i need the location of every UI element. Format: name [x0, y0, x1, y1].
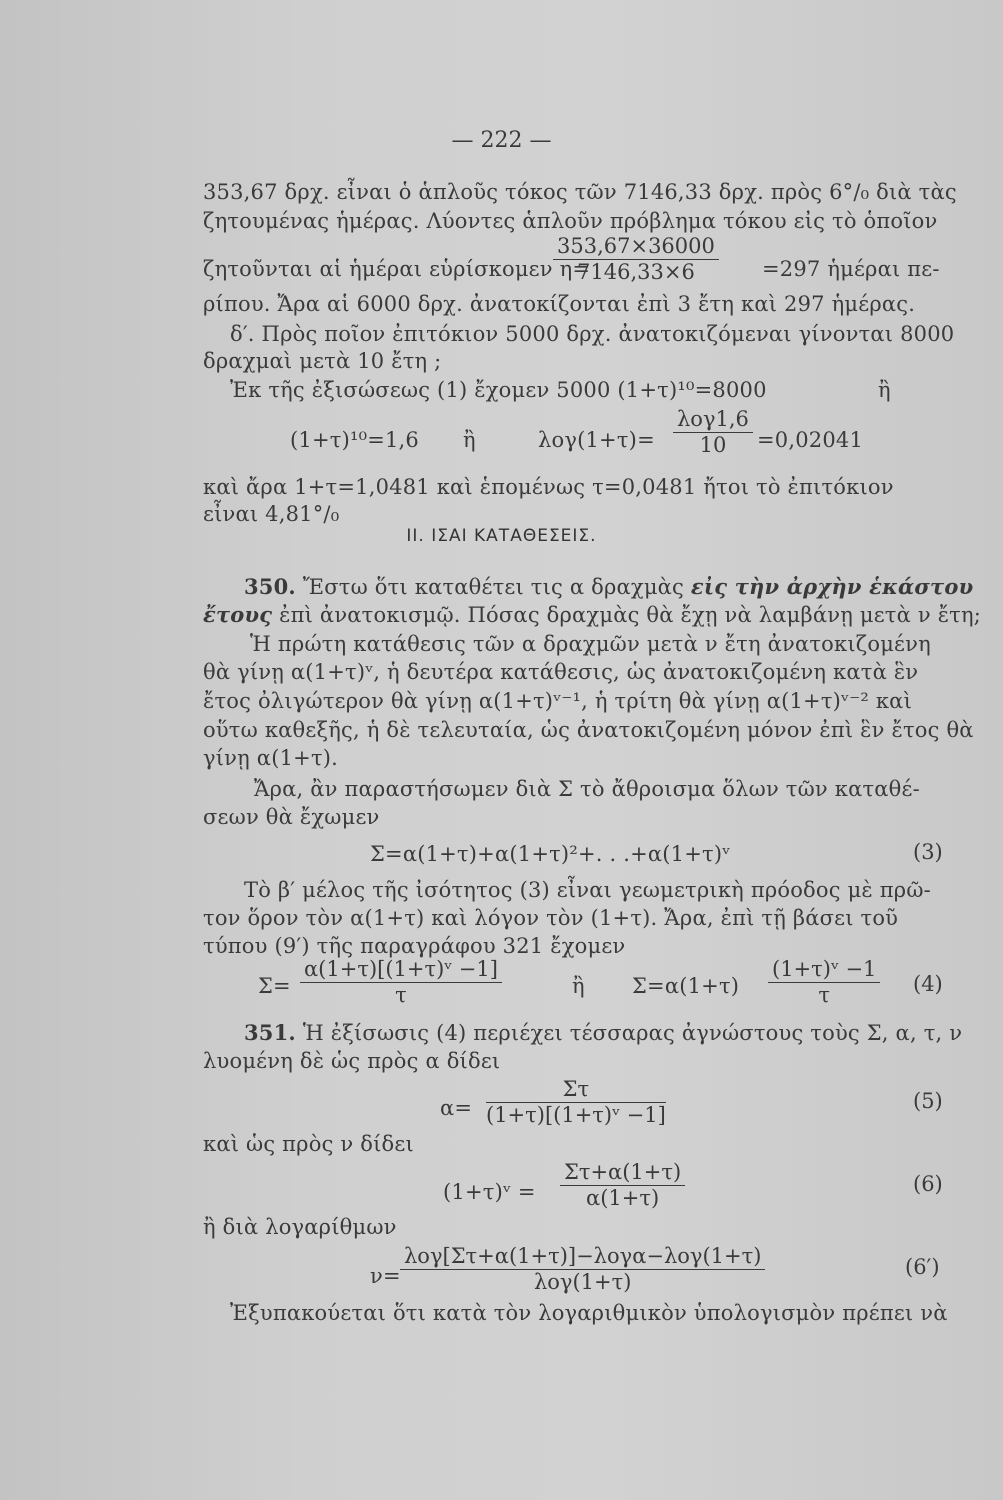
fraction-days: [553, 234, 719, 284]
paragraph-350-line: [203, 601, 981, 629]
fraction-denominator: τ: [395, 983, 407, 1007]
fraction-numerator: 353,67×36000: [553, 234, 719, 260]
text-line: Τὸ β′ μέλος τῆς ἰσότητος (3) εἶναι γεωμετρικὴ πρόοδος μὲ πρῶ-: [244, 878, 931, 902]
equation: λογ(1+τ)=: [538, 428, 655, 452]
fraction-numerator: Στ+α(1+τ): [560, 1160, 685, 1186]
text-line: καὶ ἄρα 1+τ=1,0481 καὶ ἑπομένως τ=0,0481 ἤτοι τὸ ἐπιτόκιον: [203, 475, 894, 499]
text-or: ἢ: [878, 378, 891, 402]
text-line: ἢ διὰ λογαρίθμων: [203, 1215, 397, 1239]
text-line: δ′. Πρὸς ποῖον ἐπιτόκιον 5000 δρχ. ἀνατοκιζόμεναι γίνονται 8000: [230, 322, 955, 346]
equation-number: (3): [913, 840, 943, 864]
section-heading: ΙΙ. ΙΣΑΙ ΚΑΤΑΘΕΣΕΙΣ.: [406, 526, 597, 546]
text-line: δραχμαὶ μετὰ 10 ἔτη ;: [203, 349, 442, 373]
fraction-denominator: (1+τ)[(1+τ)ᵛ −1]: [486, 1103, 666, 1127]
text-line: ζητοῦνται αἱ ἡμέραι εὑρίσκομεν η=: [203, 257, 591, 281]
fraction-eq6p: [400, 1244, 765, 1294]
fraction-eq5: [486, 1077, 666, 1127]
fraction-numerator: α(1+τ)[(1+τ)ᵛ −1]: [300, 957, 502, 983]
text-line: =297 ἡμέραι πε-: [762, 257, 940, 281]
paragraph-350-line: [244, 573, 973, 601]
equation-number: (6): [913, 1172, 943, 1196]
fraction-numerator: λογ1,6: [673, 407, 753, 433]
equation-6p-lhs: ν=: [370, 1264, 401, 1288]
text-line: Ἐκ τῆς ἐξισώσεως (1) ἔχομεν 5000 (1+τ)¹⁰=8000: [230, 378, 767, 402]
text-line: Ἄρα, ἂν παραστήσωμεν διὰ Σ τὸ ἄθροισμα ὅλων τῶν καταθέ-: [254, 777, 920, 801]
text-line: Ἡ πρώτη κατάθεσις τῶν α δραχμῶν μετὰ ν ἔτη ἀνατοκιζομένη: [250, 632, 931, 656]
fraction-eq4b: [768, 957, 880, 1007]
text-line: ρίπου. Ἄρα αἱ 6000 δρχ. ἀνατοκίζονται ἐπὶ 3 ἔτη καὶ 297 ἡμέρας.: [203, 292, 916, 316]
equation: (1+τ)¹⁰=1,6: [290, 428, 419, 452]
emphasis-text: ἔτους: [203, 602, 273, 627]
text-line: σεων θὰ ἔχωμεν: [203, 805, 380, 829]
fraction-eq6: [560, 1160, 685, 1210]
equation-4-lhs: Σ=: [258, 974, 291, 998]
fraction-numerator: λογ[Στ+α(1+τ)]−λογα−λογ(1+τ): [400, 1244, 765, 1270]
text-line: θὰ γίνῃ α(1+τ)ᵛ, ἡ δευτέρα κατάθεσις, ὡς ἀνατοκιζομένη κατὰ ἓν: [203, 660, 919, 684]
text-or: ἢ: [572, 974, 585, 998]
equation: =0,02041: [757, 428, 864, 452]
equation-number: (5): [913, 1089, 943, 1113]
fraction-denominator: λογ(1+τ): [533, 1270, 632, 1294]
text-line: γίνῃ α(1+τ).: [203, 746, 339, 770]
equation-number: (4): [913, 972, 943, 996]
text-or: ἢ: [463, 428, 476, 452]
fraction-eq4: [300, 957, 502, 1007]
fraction-denominator: 10: [699, 433, 727, 457]
text-line: λυομένη δὲ ὡς πρὸς α δίδει: [203, 1049, 501, 1073]
paragraph-number: 351.: [244, 1020, 296, 1045]
text-line: καὶ ὡς πρὸς ν δίδει: [203, 1132, 414, 1156]
fraction-denominator: τ: [818, 983, 831, 1007]
text-span: Ἔστω ὅτι καταθέτει τις α δραχμὰς: [302, 575, 685, 599]
equation-5-lhs: α=: [440, 1096, 473, 1120]
equation-6-lhs: (1+τ)ᵛ =: [443, 1180, 536, 1204]
equation-number: (6′): [905, 1255, 940, 1279]
text-line: οὕτω καθεξῆς, ἡ δὲ τελευταία, ὡς ἀνατοκιζομένη μόνον ἐπὶ ἓν ἔτος θὰ: [203, 718, 974, 742]
fraction-numerator: (1+τ)ᵛ −1: [768, 957, 880, 983]
fraction-denominator: 7146,33×6: [577, 260, 695, 284]
text-line: ἔτος ὀλιγώτερον θὰ γίνῃ α(1+τ)ᵛ⁻¹, ἡ τρίτη θὰ γίνῃ α(1+τ)ᵛ⁻² καὶ: [203, 689, 912, 713]
text-line: Ἐξυπακούεται ὅτι κατὰ τὸν λογαριθμικὸν ὑπολογισμὸν πρέπει νὰ: [230, 1301, 948, 1325]
equation-4b-lhs: Σ=α(1+τ): [632, 974, 740, 998]
text-span: Ἡ ἐξίσωσις (4) περιέχει τέσσαρας ἀγνώστους τοὺς Σ, α, τ, ν: [302, 1021, 963, 1045]
text-line: 353,67 δρχ. εἶναι ὁ ἁπλοῦς τόκος τῶν 7146,33 δρχ. πρὸς 6°/₀ διὰ τὰς: [203, 180, 957, 204]
text-span: ἐπὶ ἀνατοκισμῷ. Πόσας δραχμὰς θὰ ἔχῃ νὰ λαμβάνῃ μετὰ ν ἔτη;: [279, 603, 982, 627]
paragraph-351-line: [244, 1019, 962, 1047]
emphasis-text: εἰς τὴν ἀρχὴν ἑκάστου: [690, 574, 974, 599]
page-number: — 222 —: [451, 128, 552, 153]
fraction-numerator: Στ: [486, 1077, 666, 1103]
equation-3: Σ=α(1+τ)+α(1+τ)²+. . .+α(1+τ)ᵛ: [370, 842, 731, 866]
fraction-denominator: α(1+τ): [586, 1186, 660, 1210]
paragraph-number: 350.: [244, 574, 296, 599]
text-line: εἶναι 4,81°/₀: [203, 502, 340, 526]
text-line: ζητουμένας ἡμέρας. Λύοντες ἁπλοῦν πρόβλημα τόκου εἰς τὸ ὁποῖον: [203, 209, 938, 233]
text-line: τον ὅρον τὸν α(1+τ) καὶ λόγον τὸν (1+τ). Ἄρα, ἐπὶ τῇ βάσει τοῦ: [203, 906, 899, 930]
text-line: τύπου (9′) τῆς παραγράφου 321 ἔχομεν: [203, 934, 626, 958]
fraction-log: [673, 407, 753, 457]
